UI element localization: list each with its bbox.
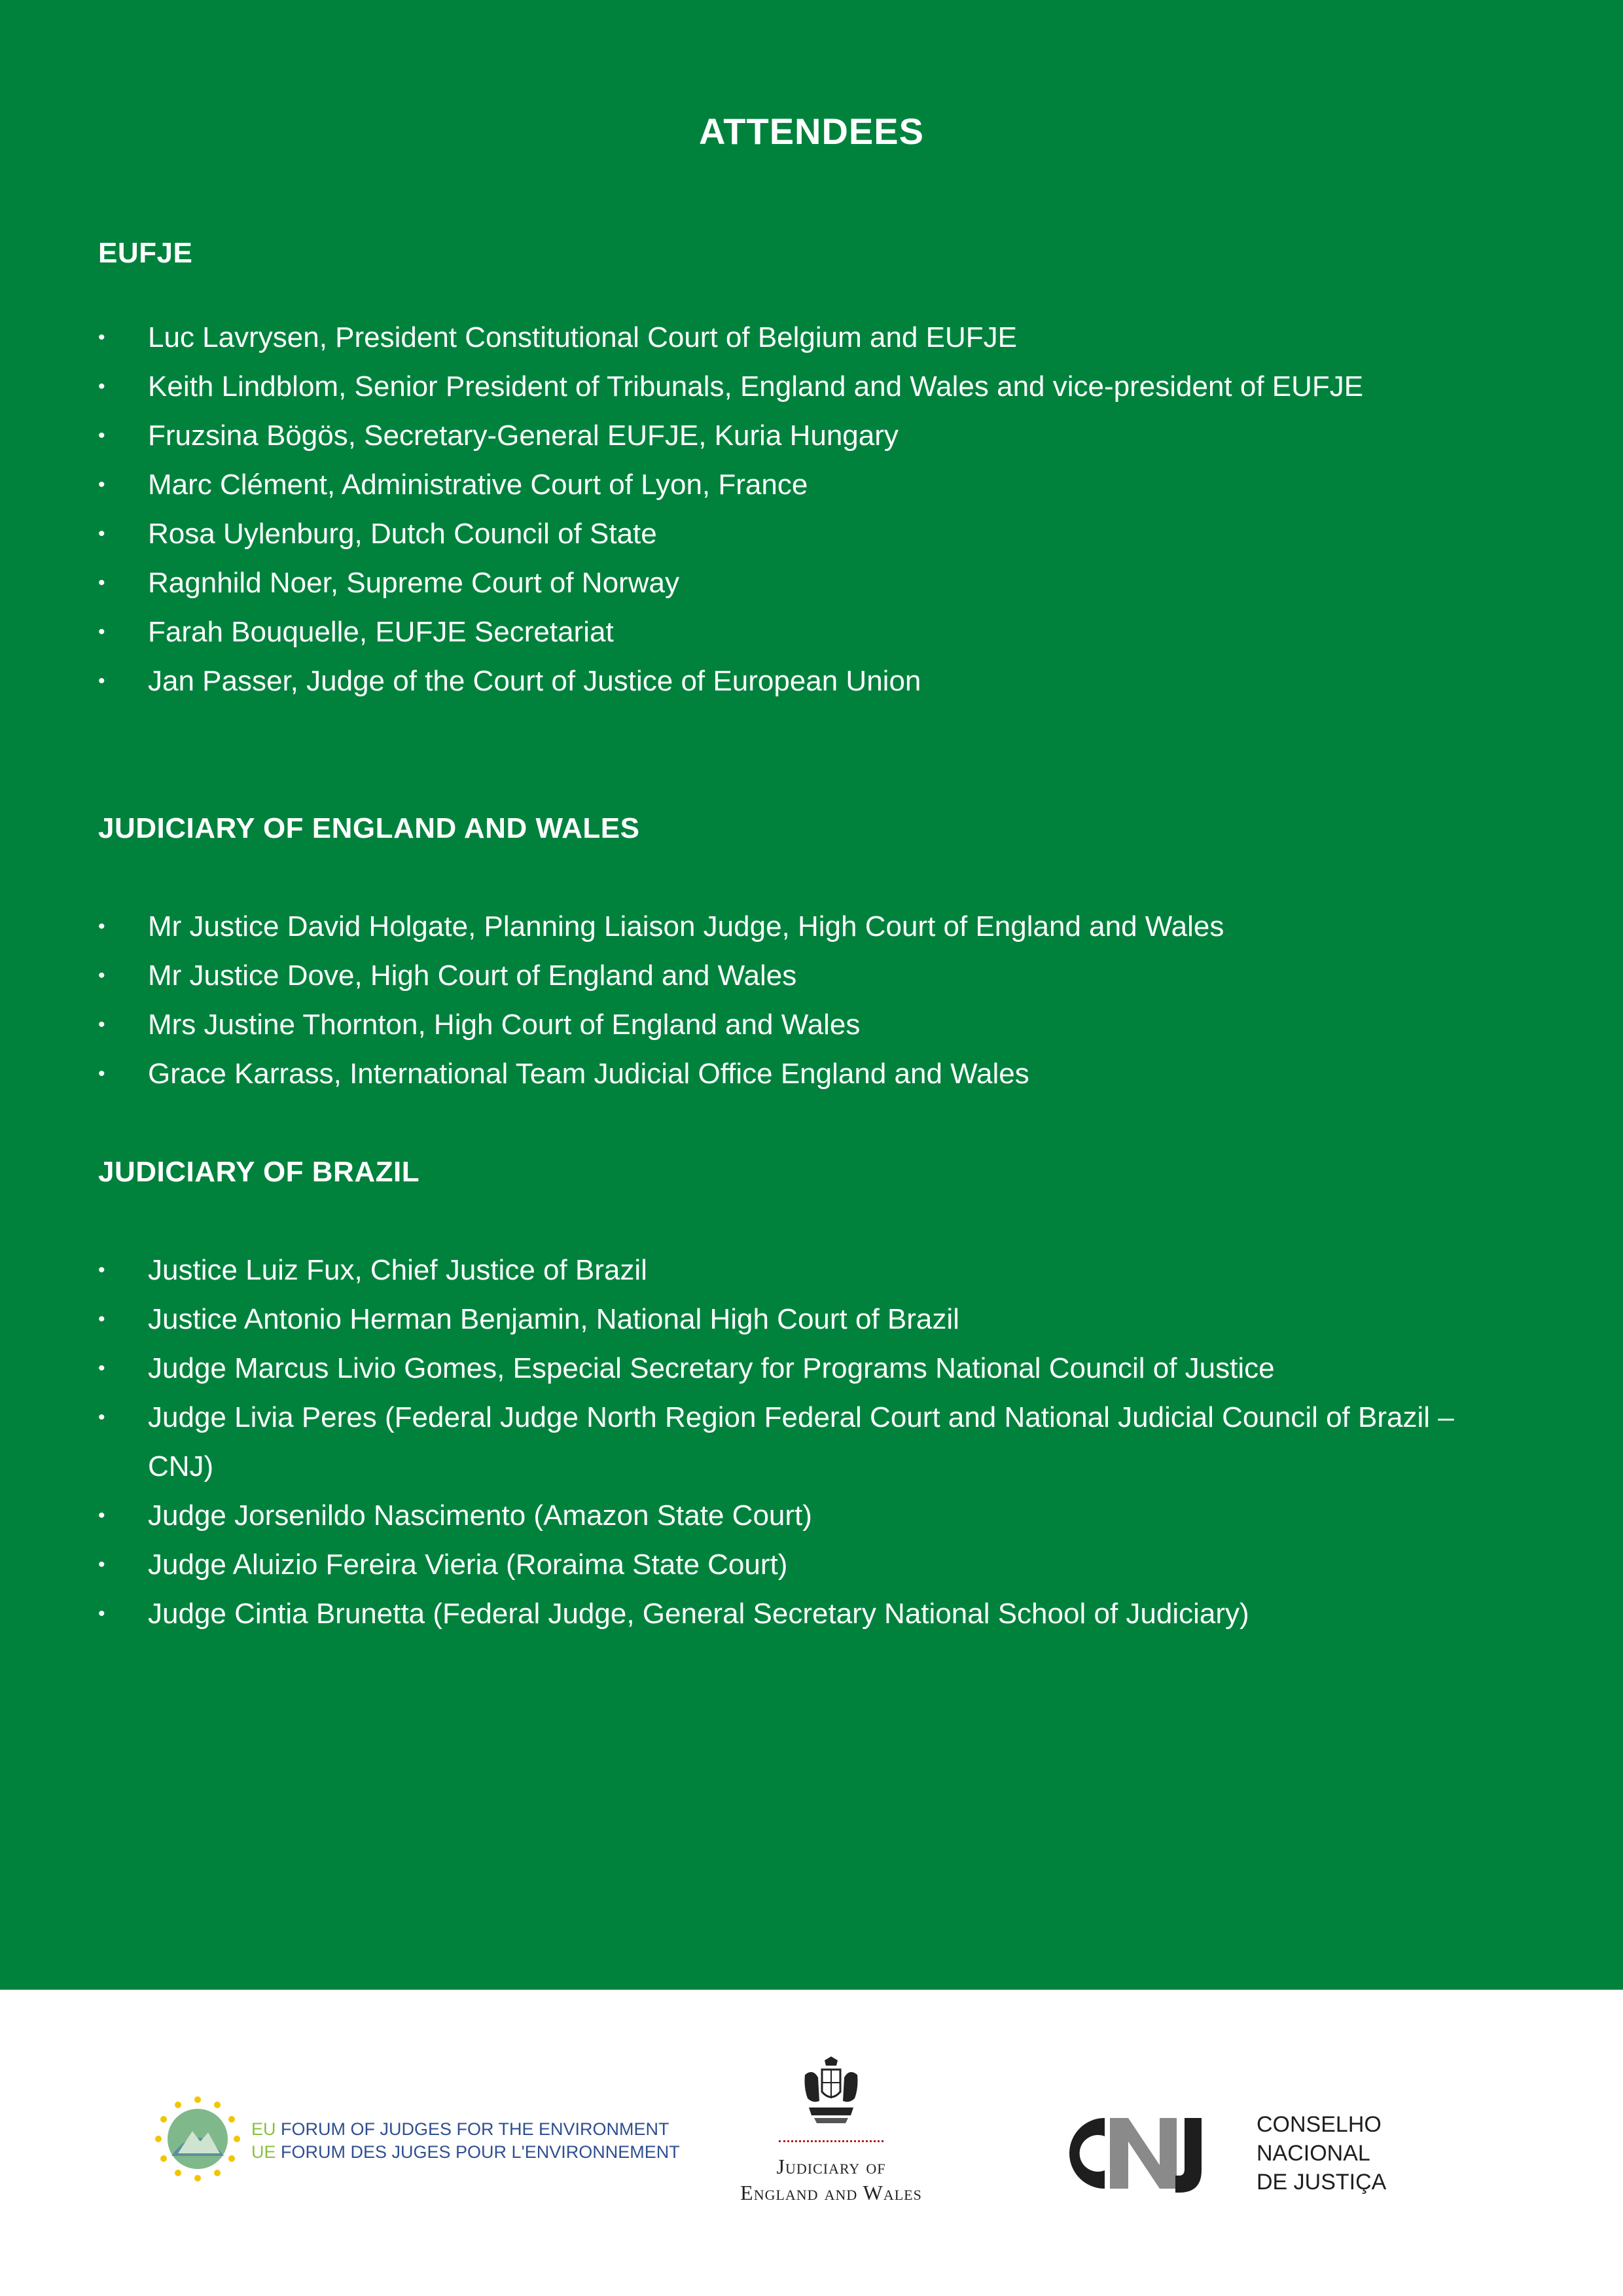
list-item: • Rosa Uylenburg, Dutch Council of State bbox=[98, 509, 1525, 558]
section-heading-eufje: EUFJE bbox=[98, 237, 193, 269]
attendee-list-brazil bbox=[98, 1246, 1525, 1638]
page-title: ATTENDEES bbox=[699, 111, 924, 152]
list-item: • Justice Luiz Fux, Chief Justice of Brazil bbox=[98, 1246, 1525, 1295]
list-item: • Mr Justice David Holgate, Planning Liaison Judge, High Court of England and Wales bbox=[98, 902, 1525, 951]
bullet-icon: • bbox=[98, 670, 105, 692]
attendee-list-eufje bbox=[98, 313, 1525, 706]
bullet-icon: • bbox=[98, 1407, 105, 1428]
bullet-icon: • bbox=[98, 376, 105, 397]
list-item: • Ragnhild Noer, Supreme Court of Norway bbox=[98, 558, 1525, 607]
bullet-icon: • bbox=[98, 916, 105, 937]
bullet-icon: • bbox=[98, 1603, 105, 1624]
list-item: • Fruzsina Bögös, Secretary-General EUFJE, Kuria Hungary bbox=[98, 411, 1525, 460]
bullet-icon: • bbox=[98, 1014, 105, 1035]
list-item: • Keith Lindblom, Senior President of Tribunals, England and Wales and vice-president of EUFJE bbox=[98, 362, 1525, 411]
list-item: • Mr Justice Dove, High Court of England and Wales bbox=[98, 951, 1525, 1000]
eufje-emblem-icon bbox=[152, 2093, 243, 2185]
eufje-logo bbox=[152, 2093, 680, 2198]
list-item: • Judge Cintia Brunetta (Federal Judge, General Secretary National School of Judiciary) bbox=[98, 1589, 1525, 1638]
bullet-icon: • bbox=[98, 474, 105, 495]
list-item: • Judge Jorsenildo Nascimento (Amazon State Court) bbox=[98, 1491, 1525, 1540]
eufje-name-en: EU FORUM OF JUDGES FOR THE ENVIRONMENT bbox=[251, 2119, 669, 2139]
list-item: • Marc Clément, Administrative Court of Lyon, France bbox=[98, 460, 1525, 509]
list-item: • Luc Lavrysen, President Constitutional Court of Belgium and EUFJE bbox=[98, 313, 1525, 362]
judiciary-name-line2: England and Wales bbox=[740, 2181, 922, 2204]
list-item: • Judge Marcus Livio Gomes, Especial Secretary for Programs National Council of Justice bbox=[98, 1344, 1525, 1393]
cnj-mark-icon bbox=[1055, 2108, 1238, 2199]
section-heading-brazil: JUDICIARY OF BRAZIL bbox=[98, 1156, 420, 1188]
bullet-icon: • bbox=[98, 1259, 105, 1281]
list-item: • Farah Bouquelle, EUFJE Secretariat bbox=[98, 607, 1525, 656]
bullet-icon: • bbox=[98, 327, 105, 348]
cnj-name-line2: NACIONAL bbox=[1257, 2141, 1370, 2166]
bullet-icon: • bbox=[98, 1063, 105, 1085]
list-item: • Jan Passer, Judge of the Court of Justice of European Union bbox=[98, 656, 1525, 706]
list-item: • Justice Antonio Herman Benjamin, National High Court of Brazil bbox=[98, 1295, 1525, 1344]
bullet-icon: • bbox=[98, 1505, 105, 1526]
cnj-logo bbox=[1055, 2108, 1395, 2206]
bullet-icon: • bbox=[98, 572, 105, 594]
bullet-icon: • bbox=[98, 425, 105, 446]
divider bbox=[779, 2140, 883, 2142]
bullet-icon: • bbox=[98, 1308, 105, 1330]
bullet-icon: • bbox=[98, 1357, 105, 1379]
judiciary-logo bbox=[713, 2055, 949, 2212]
bullet-icon: • bbox=[98, 965, 105, 986]
list-item: • Mrs Justine Thornton, High Court of England and Wales bbox=[98, 1000, 1525, 1049]
bullet-icon: • bbox=[98, 1554, 105, 1575]
royal-coat-of-arms-icon bbox=[798, 2055, 864, 2127]
list-item: • Judge Livia Peres (Federal Judge North Region Federal Court and National Judicial Council of Brazil – CNJ) bbox=[98, 1393, 1525, 1491]
section-heading-england-wales: JUDICIARY OF ENGLAND AND WALES bbox=[98, 812, 640, 844]
bullet-icon: • bbox=[98, 523, 105, 545]
list-item: • Judge Aluizio Fereira Vieria (Roraima State Court) bbox=[98, 1540, 1525, 1589]
attendee-list-england-wales bbox=[98, 902, 1525, 1098]
eufje-name-fr: UE FORUM DES JUGES POUR L'ENVIRONNEMENT bbox=[251, 2142, 680, 2162]
bullet-icon: • bbox=[98, 621, 105, 643]
judiciary-name-line1: Judiciary of bbox=[776, 2155, 886, 2178]
list-item: • Grace Karrass, International Team Judicial Office England and Wales bbox=[98, 1049, 1525, 1098]
cnj-name-line1: CONSELHO bbox=[1257, 2112, 1382, 2137]
cnj-name-line3: DE JUSTIÇA bbox=[1257, 2170, 1387, 2195]
